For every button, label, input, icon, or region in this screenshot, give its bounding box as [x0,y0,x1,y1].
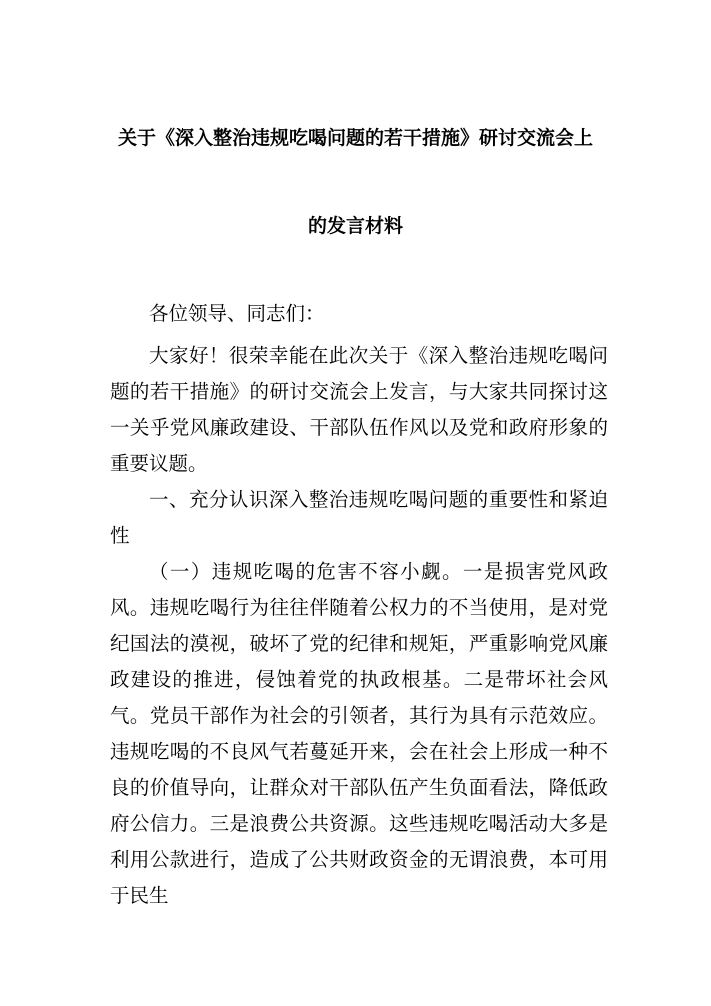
document-body [110,296,608,914]
body-paragraph: （一）违规吃喝的危害不容小觑。一是损害党风政风。违规吃喝行为往往伴随着公权力的不当使用，是对党纪国法的漠视，破坏了党的纪律和规矩，严重影响党风廉政建设的推进，侵蚀着党的执政根基。二是带坏社会风气。党员干部作为社会的引领者，其行为具有示范效应。违规吃喝的不良风气若蔓延开来，会在社会上形成一种不良的价值导向，让群众对干部队伍产生负面看法，降低政府公信力。三是浪费公共资源。这些违规吃喝活动大多是利用公款进行，造成了公共财政资金的无谓浪费，本可用于民生 [110,560,608,907]
section-heading: 一、充分认识深入整治违规吃喝问题的重要性和紧迫性 [110,488,608,547]
opening-paragraph: 大家好！很荣幸能在此次关于《深入整治违规吃喝问题的若干措施》的研讨交流会上发言，与大家共同探讨这一关乎党风廉政建设、干部队伍作风以及党和政府形象的重要议题。 [110,344,608,475]
salutation: 各位领导、同志们： [149,302,325,325]
document-title-line-1: 关于《深入整治违规吃喝问题的若干措施》研讨交流会上 [117,127,593,149]
document-title-line-2: 的发言材料 [307,215,403,237]
